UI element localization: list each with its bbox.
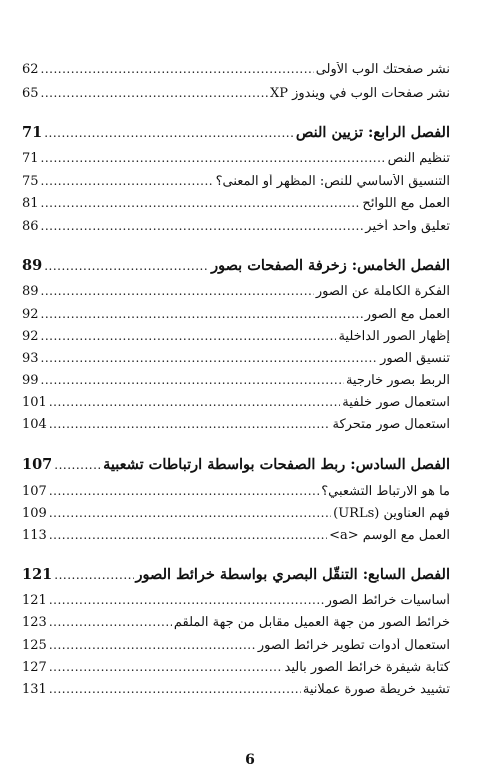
toc-chapter-heading [22, 456, 450, 476]
toc-entry [22, 219, 450, 237]
toc-entry-title: أساسيات خرائط الصور [325, 593, 450, 608]
dot-leader [44, 259, 209, 273]
toc-entry [22, 373, 450, 391]
dot-leader [49, 615, 172, 629]
toc-entry [22, 417, 450, 435]
toc-entry-title: خرائط الصور من جهة العميل مقابل من جهة الملقم [173, 615, 450, 630]
toc-entry [22, 615, 450, 633]
dot-leader [49, 417, 331, 431]
dot-leader [49, 638, 256, 652]
toc-entry-page: 104 [22, 417, 47, 432]
dot-leader [41, 307, 363, 321]
toc-entry [22, 506, 450, 524]
dot-leader [41, 329, 337, 343]
dot-leader [49, 395, 340, 409]
toc-chapter-heading [22, 566, 450, 586]
toc-entry [22, 151, 450, 169]
toc-entry-page: 75 [22, 174, 39, 189]
toc-entry-title: التنسيق الأساسي للنص: المظهر أو المعنى؟ [215, 174, 450, 189]
toc-entry [22, 660, 450, 678]
toc-entry-page: 92 [22, 329, 39, 344]
dot-leader [41, 373, 344, 387]
dot-leader [49, 484, 319, 498]
toc-entry-title: فهم العناوين (URLs) [333, 506, 450, 521]
dot-leader [54, 458, 101, 472]
toc-entry-page: 65 [22, 86, 39, 101]
toc-entry [22, 593, 450, 611]
toc-entry-title: العمل مع اللوائح [362, 196, 450, 211]
toc-chapter-page: 107 [22, 456, 53, 473]
toc-chapter-heading [22, 124, 450, 144]
toc-entry-title: تعليق واحد أخير [365, 219, 450, 234]
toc-entry-title: استعمال أدوات تطوير خرائط الصور [257, 638, 450, 653]
toc-entry-title: إظهار الصور الداخلية [338, 329, 450, 344]
toc-entry [22, 638, 450, 656]
toc-entry-title: نشر صفحتك الوب الأولى [315, 62, 450, 77]
toc-entry [22, 196, 450, 214]
toc-entry [22, 329, 450, 347]
dot-leader [41, 196, 361, 210]
toc-entry [22, 528, 450, 546]
toc-entry-page: 86 [22, 219, 39, 234]
toc-entry [22, 395, 450, 413]
toc-entry-title: تنسيق الصور [380, 351, 450, 366]
toc-entry [22, 62, 450, 80]
toc-entry-page: 101 [22, 395, 47, 410]
toc-entry-page: 121 [22, 593, 47, 608]
dot-leader [54, 568, 133, 582]
toc-chapter-title: الفصل الرابع: تزيين النص [295, 124, 450, 141]
toc-chapter-heading [22, 257, 450, 277]
toc-entry [22, 307, 450, 325]
dot-leader [49, 593, 324, 607]
dot-leader [49, 682, 301, 696]
dot-leader [41, 86, 268, 100]
dot-leader [41, 219, 364, 233]
toc-entry-title: الربط بصور خارجية [345, 373, 450, 388]
toc-entry-page: 113 [22, 528, 47, 543]
dot-leader [49, 660, 283, 674]
toc-entry-page: 62 [22, 62, 39, 77]
toc-chapter-title: الفصل السابع: التنقّل البصري بواسطة خرائط الصور [135, 566, 450, 583]
dot-leader [41, 351, 379, 365]
toc-entry [22, 284, 450, 302]
toc-entry-title: العمل مع الصور [364, 307, 450, 322]
toc-entry-title: كتابة شيفرة خرائط الصور باليد [284, 660, 450, 675]
toc-entry-title: الفكرة الكاملة عن الصور [315, 284, 450, 299]
toc-entry-page: 99 [22, 373, 39, 388]
dot-leader [41, 284, 314, 298]
toc-chapter-page: 71 [22, 124, 43, 141]
toc-entry-title: تشييد خريطة صورة عملانية [302, 682, 450, 697]
dot-leader [41, 174, 214, 188]
toc-entry-title: ما هو الارتباط التشعبي؟ [321, 484, 450, 499]
dot-leader [41, 151, 386, 165]
toc-entry [22, 174, 450, 192]
toc-entry-title: تنظيم النص [387, 151, 450, 166]
dot-leader [41, 62, 314, 76]
toc-entry-page: 125 [22, 638, 47, 653]
dot-leader [49, 506, 331, 520]
toc-entry [22, 351, 450, 369]
toc-entry [22, 682, 450, 700]
toc-entry-page: 81 [22, 196, 39, 211]
toc-entry-page: 131 [22, 682, 47, 697]
toc-entry-title: العمل مع الوسم <a> [329, 528, 450, 543]
toc-entry-page: 93 [22, 351, 39, 366]
toc-entry-title: نشر صفحات الوب في ويندوز XP [269, 86, 450, 101]
toc-entry-page: 127 [22, 660, 47, 675]
toc-entry [22, 484, 450, 502]
toc-entry-page: 123 [22, 615, 47, 630]
toc-entry [22, 86, 450, 104]
toc-chapter-title: الفصل السادس: ربط الصفحات بواسطة ارتباطات تشعبية [103, 456, 450, 473]
toc-entry-title: استعمال صور متحركة [332, 417, 450, 432]
toc-chapter-title: الفصل الخامس: زخرفة الصفحات بصور [211, 257, 450, 274]
toc-entry-page: 109 [22, 506, 47, 521]
page-number: 6 [245, 752, 255, 768]
toc-entry-page: 89 [22, 284, 39, 299]
dot-leader [44, 126, 294, 140]
toc-entry-page: 71 [22, 151, 39, 166]
toc-chapter-page: 121 [22, 566, 53, 583]
toc-chapter-page: 89 [22, 257, 43, 274]
dot-leader [49, 528, 327, 542]
toc-entry-title: استعمال صور خلفية [342, 395, 450, 410]
toc-entry-page: 92 [22, 307, 39, 322]
toc-entry-page: 107 [22, 484, 47, 499]
